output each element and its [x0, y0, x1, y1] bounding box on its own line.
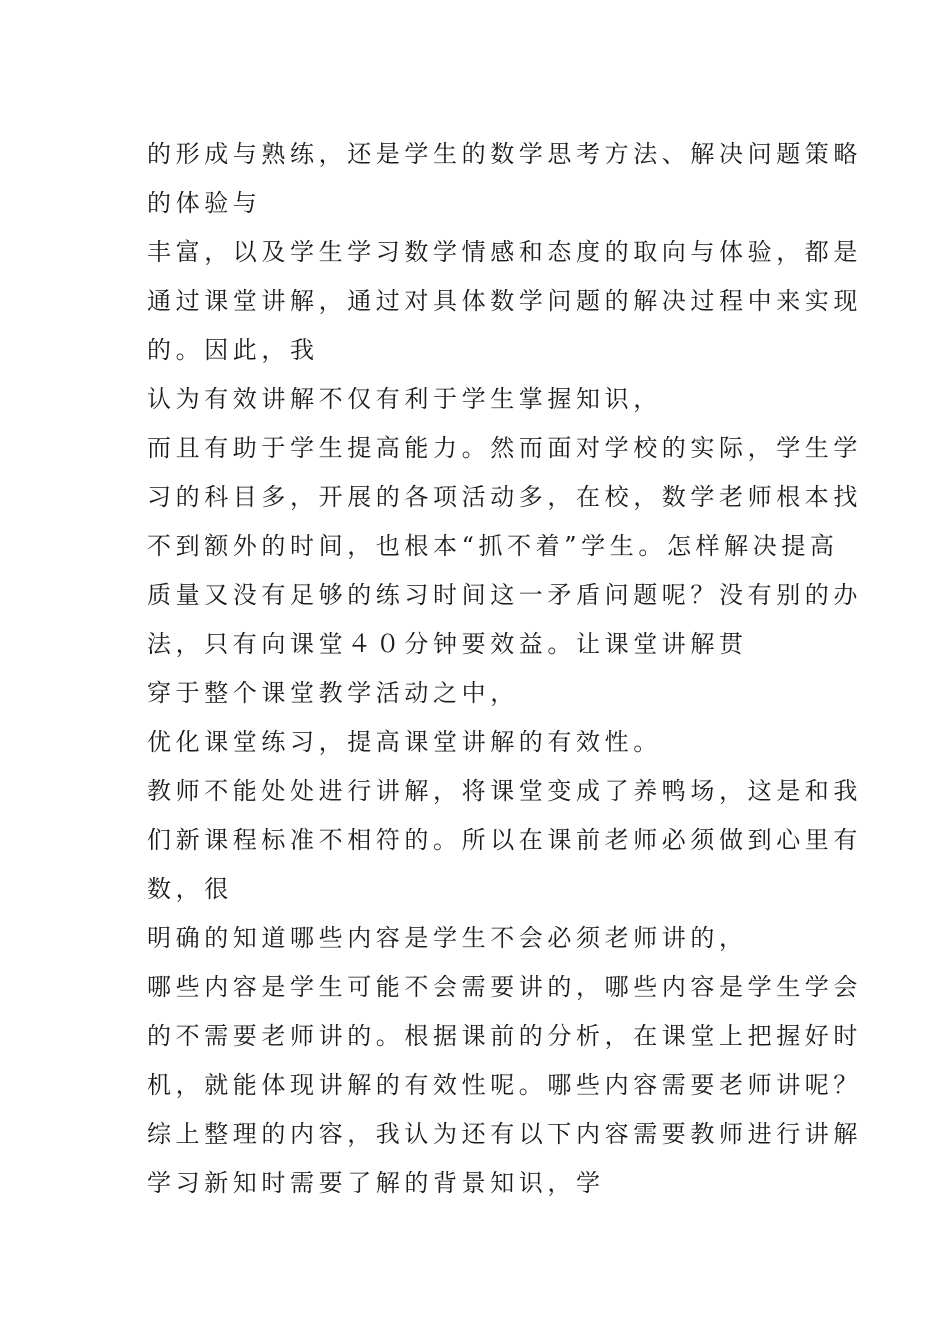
text-line: 们新课程标准不相符的。所以在课前老师必须做到心里有: [147, 826, 862, 854]
text-line: 明确的知道哪些内容是学生不会必须老师讲的，: [147, 924, 748, 952]
text-line: 综上整理的内容，我认为还有以下内容需要教师进行讲解: [147, 1120, 862, 1148]
text-line: 的形成与熟练，还是学生的数学思考方法、解决问题策略: [147, 140, 862, 168]
text-line: 机，就能体现讲解的有效性呢。哪些内容需要老师讲呢？: [147, 1071, 862, 1099]
text-line: 数，很: [147, 875, 233, 903]
text-line: 教师不能处处进行讲解，将课堂变成了养鸭场，这是和我: [147, 777, 862, 805]
text-line: 哪些内容是学生可能不会需要讲的，哪些内容是学生学会: [147, 973, 862, 1001]
text-line: 认为有效讲解不仅有利于学生掌握知识，: [147, 385, 662, 413]
text-line: 的体验与: [147, 189, 262, 217]
text-line: 习的科目多，开展的各项活动多，在校，数学老师根本找: [147, 483, 862, 511]
text-line: 质量又没有足够的练习时间这一矛盾问题呢？没有别的办: [147, 581, 862, 609]
text-line: 学习新知时需要了解的背景知识，学: [147, 1169, 605, 1197]
text-line: 法，只有向课堂４０分钟要效益。让课堂讲解贯: [147, 630, 748, 658]
text-line: 优化课堂练习，提高课堂讲解的有效性。: [147, 728, 662, 756]
body-text: [147, 130, 862, 1208]
text-line: 穿于整个课堂教学活动之中，: [147, 679, 519, 707]
text-line: 通过课堂讲解，通过对具体数学问题的解决过程中来实现: [147, 287, 862, 315]
text-line: 而且有助于学生提高能力。然而面对学校的实际，学生学: [147, 434, 862, 462]
text-line: 的不需要老师讲的。根据课前的分析，在课堂上把握好时: [147, 1022, 862, 1050]
text-line: 的。因此，我: [147, 336, 319, 364]
text-line: 丰富，以及学生学习数学情感和态度的取向与体验，都是: [147, 238, 862, 266]
text-line: 不到额外的时间，也根本“抓不着”学生。怎样解决提高: [147, 532, 839, 560]
